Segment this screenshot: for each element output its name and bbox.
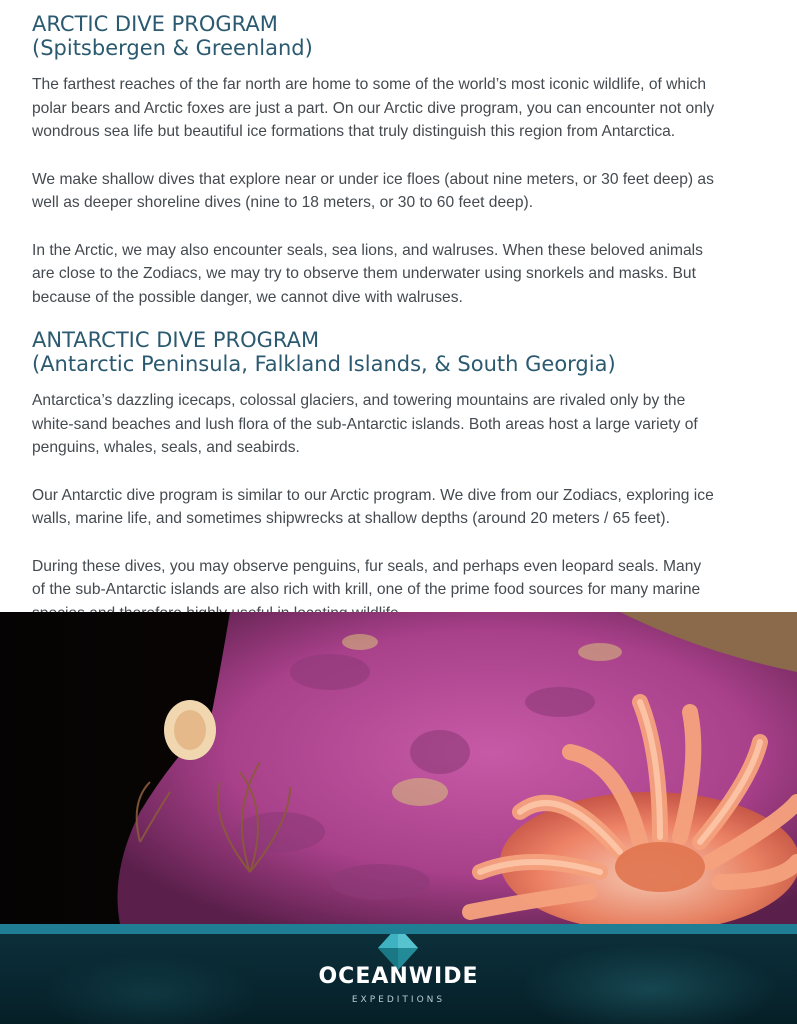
- page-content: [32, 12, 767, 625]
- footer-band: [0, 934, 797, 1024]
- teal-divider-bar: [0, 924, 797, 934]
- arctic-paragraph-1: The farthest reaches of the far north are home to some of the world’s most iconic wildlife, of which polar bears and Arctic foxes are just a part. On our Arctic dive program, you can encounter not only wondrous sea life but beautiful ice formations that truly distinguish this region from Antarctica.: [32, 76, 715, 140]
- arctic-paragraph-3: In the Arctic, we may also encounter seals, sea lions, and walruses. When these beloved animals are close to the Zodiacs, we may try to observe them underwater using snorkels and masks. But because of the possible danger, we cannot dive with walruses.: [32, 241, 703, 306]
- arctic-paragraph-2: We make shallow dives that explore near or under ice floes (about nine meters, or 30 feet deep) as well as deeper shoreline dives (nine to 18 meters, or 30 to 60 feet deep).: [32, 170, 714, 211]
- antarctic-paragraph-3: During these dives, you may observe penguins, fur seals, and perhaps even leopard seals. Many of the sub-Antarctic islands are also rich with krill, one of the prime food sources for many marine: [32, 557, 702, 598]
- antarctic-subtitle: (Antarctic Peninsula, Falkland Islands, & South Georgia): [32, 352, 616, 376]
- antarctic-paragraph-1: Antarctica’s dazzling icecaps, colossal glaciers, and towering mountains are rivaled only by the white-sand beaches and lush flora of the sub-Antarctic islands. Both areas host a large variety of penguins, whales, seals, and seabirds.: [32, 392, 698, 456]
- sea-anemone-illustration: [0, 612, 797, 924]
- arctic-title: ARCTIC DIVE PROGRAM: [32, 12, 278, 36]
- antarctic-heading: [32, 328, 767, 376]
- brand-name: OCEANWIDE: [318, 964, 479, 989]
- arctic-subtitle: (Spitsbergen & Greenland): [32, 36, 313, 60]
- antarctic-paragraph-2: Our Antarctic dive program is similar to our Arctic program. We dive from our Zodiacs, exploring ice walls, marine life, and sometimes shipwrecks at shallow depths (around 20 meters / 65 feet).: [32, 486, 714, 527]
- underwater-photo: [0, 612, 797, 924]
- antarctic-title: ANTARCTIC DIVE PROGRAM: [32, 328, 320, 352]
- brand-subtitle: EXPEDITIONS: [351, 995, 446, 1005]
- arctic-heading: [32, 12, 767, 60]
